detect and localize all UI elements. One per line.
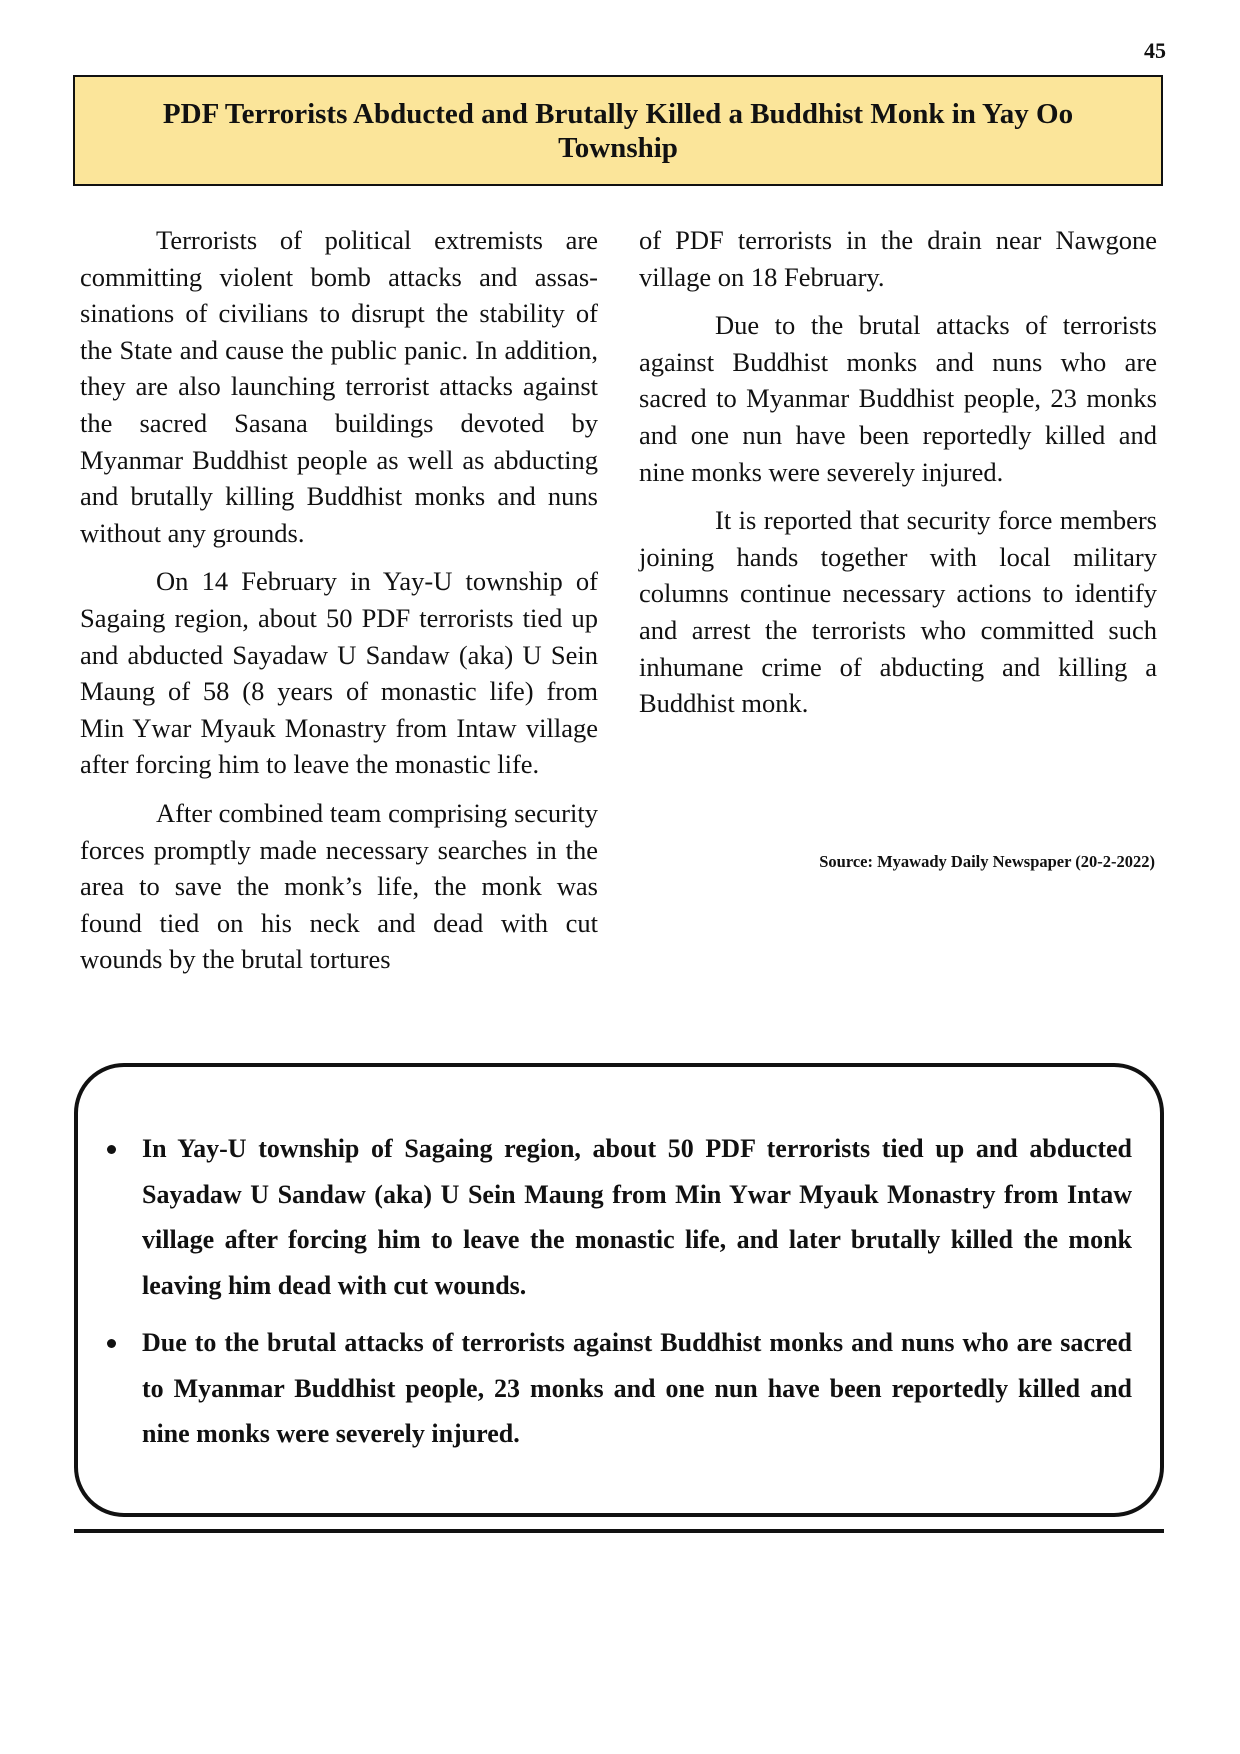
left-column (80, 222, 598, 990)
body-paragraph-continuation: of PDF terrorists in the drain near Nawgone village on 18 February. (639, 225, 1157, 292)
bullet-icon (107, 1145, 116, 1154)
bottom-rule (74, 1529, 1164, 1533)
summary-item (102, 1320, 1132, 1457)
body-paragraph: On 14 February in Yay-U township of Sagaing region, about 50 PDF terrorists tied up and abducted Sayadaw U Sandaw (aka) U Sein Maung of 58 (8 years of monastic life) from Min Ywar Myauk Monastry from Intaw village after forcing him to leave the monastic life. (80, 566, 598, 780)
title-box (73, 75, 1163, 186)
summary-item (102, 1126, 1132, 1308)
summary-text: Due to the brutal attacks of terrorists against Buddhist monks and nuns who are sacred to Myanmar Buddhist people, 23 monks and one nun have been reportedly killed and nine monks were severely injured. (142, 1328, 1132, 1448)
right-column (639, 222, 1157, 734)
page-number: 45 (1144, 38, 1166, 63)
body-paragraph: Terrorists of political extremists are committing violent bomb attacks and assassinations of civilians to disrupt the stability of the State and cause the public panic. In addition, they are also launching terrorist attacks against the sacred Sasana buildings devoted by Myanmar Buddhist people as well as abducting and brutally killing Buddhist monks and nuns without any grounds. (80, 225, 598, 548)
summary-text: In Yay-U township of Sagaing region, about 50 PDF terrorists tied up and abducted Sayadaw U Sandaw (aka) U Sein Maung from Min Ywar Myauk Monastry from Intaw village after forcing him to leave the monastic life, and later brutally killed the monk leaving him dead with cut wounds. (142, 1134, 1132, 1300)
article-title: PDF Terrorists Abducted and Brutally Killed a Buddhist Monk in Yay Oo Township (162, 97, 1074, 164)
body-paragraph: It is reported that security force members joining hands together with local military columns continue necessary actions to identify and arrest the terrorists who committed such inhumane crime of abducting and killing a Buddhist monk. (639, 505, 1157, 719)
summary-list (102, 1126, 1132, 1469)
body-paragraph: After combined team comprising security forces promptly made necessary searches in the area to save the monk’s life, the monk was found tied on his neck and dead with cut wounds by the brutal tortures (80, 797, 598, 975)
summary-box (74, 1063, 1164, 1517)
body-paragraph: Due to the brutal attacks of terrorists against Buddhist monks and nuns who are sacred to Myanmar Buddhist people, 23 monks and one nun have been reportedly killed and nine monks were severely injured. (639, 310, 1157, 487)
bullet-icon (107, 1339, 116, 1348)
source-citation: Source: Myawady Daily Newspaper (20-2-2022) (819, 852, 1155, 871)
